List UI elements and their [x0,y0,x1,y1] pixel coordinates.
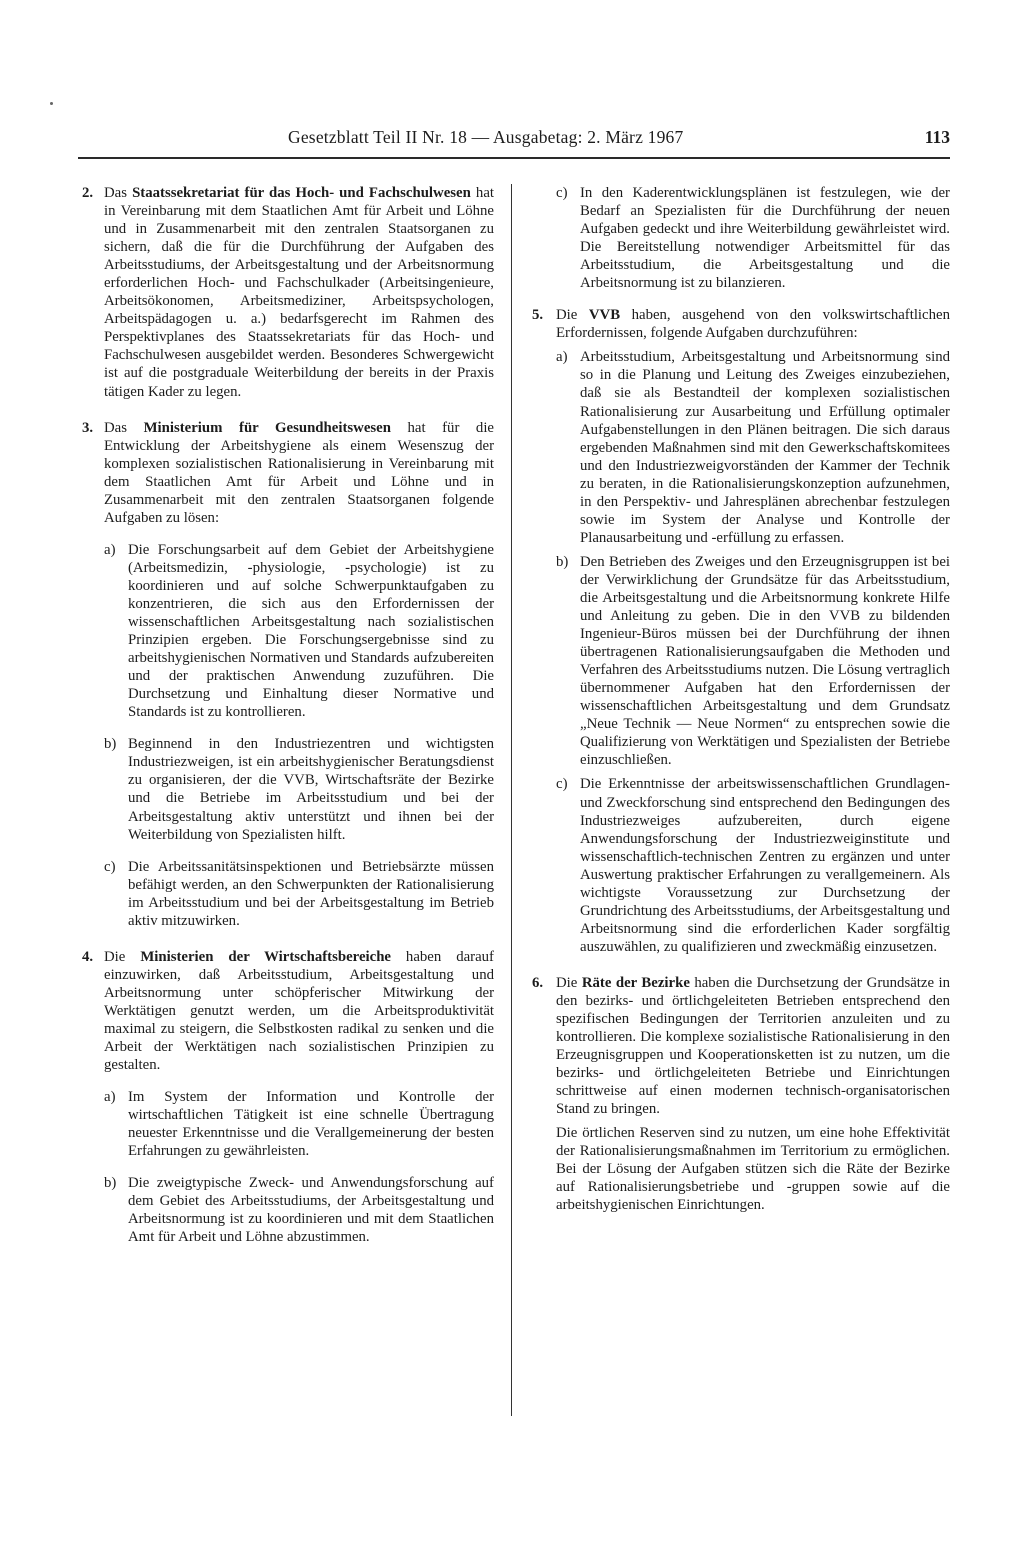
section-number: 6. [532,974,544,991]
subitem-label: b) [104,736,117,753]
subitem-c [556,775,950,955]
section-subject: Staatssekretariat für das Hoch- und Fachschulwesen [132,185,471,201]
subitem-text: Beginnend in den Industriezentren und wichtigsten Industriezweigen, ist ein arbeitshygienischer Beratungsdienst zu organisieren, der die VVB, Wirtschaftsräte der Bezirke und die Betriebe im Arbeitsstudium und bei der Arbeitsgestaltung aktiv unterstützt und ihnen bei der Weiterbildung von Spezialisten hilft. [128,736,494,843]
right-column [528,184,950,1233]
scan-speck [50,102,53,105]
section-paragraph-2: Die örtlichen Reserven sind zu nutzen, um eine hohe Effektivität der Rationalisierungsmaßnahmen im Territorium zu ermöglichen. Bei der Lösung der Aufgaben stützen sich die Räte der Bezirke auf Rationalisierungsbetriebe und -gruppen sowie auf die arbeitshygienischen Einrichtungen. [556,1125,950,1214]
subitem-text: Im System der Information und Kontrolle der wirtschaftlichen Tätigkeit ist eine schnelle Übertragung neuester Erkenntnisse und die Verallgemeinerung der besten Erfahrungen zu gewährleisten. [128,1089,494,1160]
subitem-b [104,735,494,843]
subitem-a [556,348,950,547]
section-subject: Ministerium für Gesundheitswesen [143,419,391,436]
subitem-label: c) [104,858,116,875]
subitem-text: Die zweigtypische Zweck- und Anwendungsforschung auf dem Gebiet des Arbeitsstudiums, der Arbeitsgestaltung und Arbeitsnormung ist zu koordinieren und mit dem Staatlichen Amt für Arbeit und Löhne abzustimmen. [128,1175,494,1246]
subitem-text: In den Kaderentwicklungsplänen ist festzulegen, wie der Bedarf an Spezialisten für die Durchführung der neuen Aufgaben gedeckt und ihre Weiterbildung gewährleistet wird. Die Bereitstellung notwendiger Arbeitsmittel für das Arbeitsstudium, die Arbeitsgestaltung und die Arbeitsnormung ist zu bilanzieren. [580,185,950,292]
subitem-text: Die Erkenntnisse der arbeitswissenschaftlichen Grundlagen- und Zweckforschung sind entsprechend den Bedingungen des Industriezweiges aufzubereiten, durch eigene Anwendungsforschung der Industriezweiginstitute und wissenschaftlich-technischen Zentren zu ergänzen und unter Auswertung praktischer Erfahrungen zu verallgemeinern. Als wichtigste Voraussetzung zur Durchsetzung der Grundrichtung des Arbeitsstudiums, der Arbeitsgestaltung und Arbeitsnormung sind die erforderlichen Kader sorgfältig auszuwählen, zu qualifizieren und zweckmäßig einzusetzen. [580,776,950,955]
subitem-label: a) [104,1089,116,1106]
subitem-text: Den Betrieben des Zweiges und den Erzeugnisgruppen ist bei der Verwirklichung der Grundsätze für das Arbeitsstudium, die Arbeitsgestaltung und die Arbeitsnormung konkrete Hilfe und Anleitung zu geben. Die in den VVB zu bildenden Ingenieur-Büros müssen bei der Durchführung der ihnen übertragenen Rationalisierungsaufgaben die Methoden und Verfahren des Arbeitsstudiums nutzen. Die Lösung vertraglich übernommener Aufgaben hat den Erfordernissen der wissenschaftlichen Arbeitsgestaltung und dem Grundsatz „Neue Technik — Neue Normen“ zu entsprechen sowie die Qualifizierung von Werktätigen und Spezialisten der Betriebe einzuschließen. [580,553,950,769]
section-2 [78,184,494,401]
section-text: Die VVB haben, ausgehend von den volkswirtschaftlichen Erfordernissen, folgende Aufgaben durchzuführen: [556,307,950,342]
section-number: 4. [82,948,94,965]
section-subject: Räte der Bezirke [581,974,690,991]
header-title: Gesetzblatt Teil II Nr. 18 — Ausgabetag: 2. März 1967 [288,127,684,147]
section-number: 3. [82,419,94,436]
subitem-label: c) [556,776,568,793]
section-text: Das Ministerium für Gesundheitswesen hat für die Entwicklung der Arbeitshygiene als einem Wesenszug der komplexen sozialistischen Rationalisierung in Vereinbarung mit dem Staatlichen Amt für Arbeit und Löhne und in Zusammenarbeit mit den zentralen Staatsorganen folgende Aufgaben zu lösen: [104,419,494,526]
page-number: 113 [924,127,950,147]
section-4-subitem-c [556,184,950,292]
section-number: 2. [82,185,94,201]
subitem-a [104,1088,494,1160]
subitem-text: Die Forschungsarbeit auf dem Gebiet der Arbeitshygiene (Arbeitsmedizin, -physiologie, -psychologie) ist zu koordinieren und auf solche Schwerpunktaufgaben zu konzentrieren, die sich aus den Erfordernissen der wissenschaftlichen Arbeitsgestaltung nach sozialistischen Prinzipien ergeben. Die Forschungsergebnisse sind zu arbeitshygienischen Normativen und Standards aufzubereiten und der praktischen Anwendung zuzuführen. Die Durchsetzung und Einhaltung dieser Normative und Standards ist zu kontrollieren. [128,541,494,721]
subitem-c [104,858,494,930]
subitem-text: Die Arbeitssanitätsinspektionen und Betriebsärzte müssen befähigt werden, an den Schwerpunkten der Rationalisierung im Arbeitsstudium und bei der Arbeitsgestaltung im Betrieb aktiv mitzuwirken. [128,858,494,929]
page-header [78,127,950,149]
section-6 [528,974,950,1215]
section-5 [528,306,950,956]
subitem-a [104,541,494,721]
section-3 [78,419,494,930]
section-text: Die Räte der Bezirke haben die Durchsetzung der Grundsätze in den bezirks- und örtlichgeleiteten Betrieben entsprechend den spezifischen Bedingungen der Territorien anzuleiten und zu kontrollieren. Die komplexe sozialistische Rationalisierung in den Erzeugnisgruppen und Kooperationsketten ist zu nutzen, um die bezirks- und örtlichgeleiteten Betriebe und Einrichtungen schrittweise auf einen modernen technisch-organisatorischen Stand zu bringen. [556,974,950,1118]
subitem-label: c) [556,185,568,201]
column-divider [511,184,512,1416]
left-column [78,184,494,1264]
section-number: 5. [532,307,544,324]
subitem-label: b) [556,553,569,570]
section-4 [78,948,494,1247]
section-text: Die Ministerien der Wirtschaftsbereiche haben darauf einzuwirken, daß Arbeitsstudium, Arbeitsgestaltung und Arbeitsnormung unter schöpferischer Mitwirkung der Werktätigen genutzt werden, um die Arbeitsproduktivität maximal zu steigern, die Selbstkosten radikal zu senken und die Arbeit der Werktätigen nach sozialistischen Prinzipien zu gestalten. [104,948,494,1074]
section-subject: VVB [588,307,621,324]
subitem-label: a) [104,541,116,558]
subitem-text: Arbeitsstudium, Arbeitsgestaltung und Arbeitsnormung sind so in die Planung und Leitung des Zweiges einzubeziehen, daß sie als Bestandteil der komplexen sozialistischen Rationalisierung zur Ausarbeitung und Erfüllung optimaler Aufgabenstellungen in den Plänen beitragen. Die sich daraus ergebenden Maßnahmen sind mit den Gewerkschaftskomitees und den Industriezweigvorständen der Kammer der Technik zu beraten, in die Rationalisierungskonzeption aufzunehmen, in den Perspektiv- und Jahresplänen abrechenbar festzulegen sowie im System der Analyse und Kontrolle der Planausarbeitung und -erfüllung zu erfassen. [580,349,950,546]
subitem-b [104,1174,494,1246]
header-rule [78,157,950,159]
section-text: Das Staatssekretariat für das Hoch- und Fachschulwesen hat in Vereinbarung mit dem Staatlichen Amt für Arbeit und Löhne und in Zusammenarbeit mit den zentralen Staatsorganen zu sichern, daß die für die Durchführung der Aufgaben des Arbeitsstudiums, der Arbeitsgestaltung und der Arbeitsnormung erforderlichen Hoch- und Fachschulkader (Arbeitsingenieure, Arbeitsökonomen, Arbeitsmediziner, Arbeitspsychologen, Arbeitspädagogen u. a.) bedarfsgerecht im Rahmen des Perspektivplanes des Staatssekretariats für das Hoch- und Fachschulwesen ausgebildet werden. Besonderes Schwergewicht ist auf die postgraduale Weiterbildung der bereits in der Praxis tätigen Kader zu legen. [104,185,494,400]
section-subject: Ministerien der Wirtschaftsbereiche [140,948,391,965]
subitem-b [556,553,950,770]
subitem-label: b) [104,1175,117,1192]
subitem-label: a) [556,349,568,366]
